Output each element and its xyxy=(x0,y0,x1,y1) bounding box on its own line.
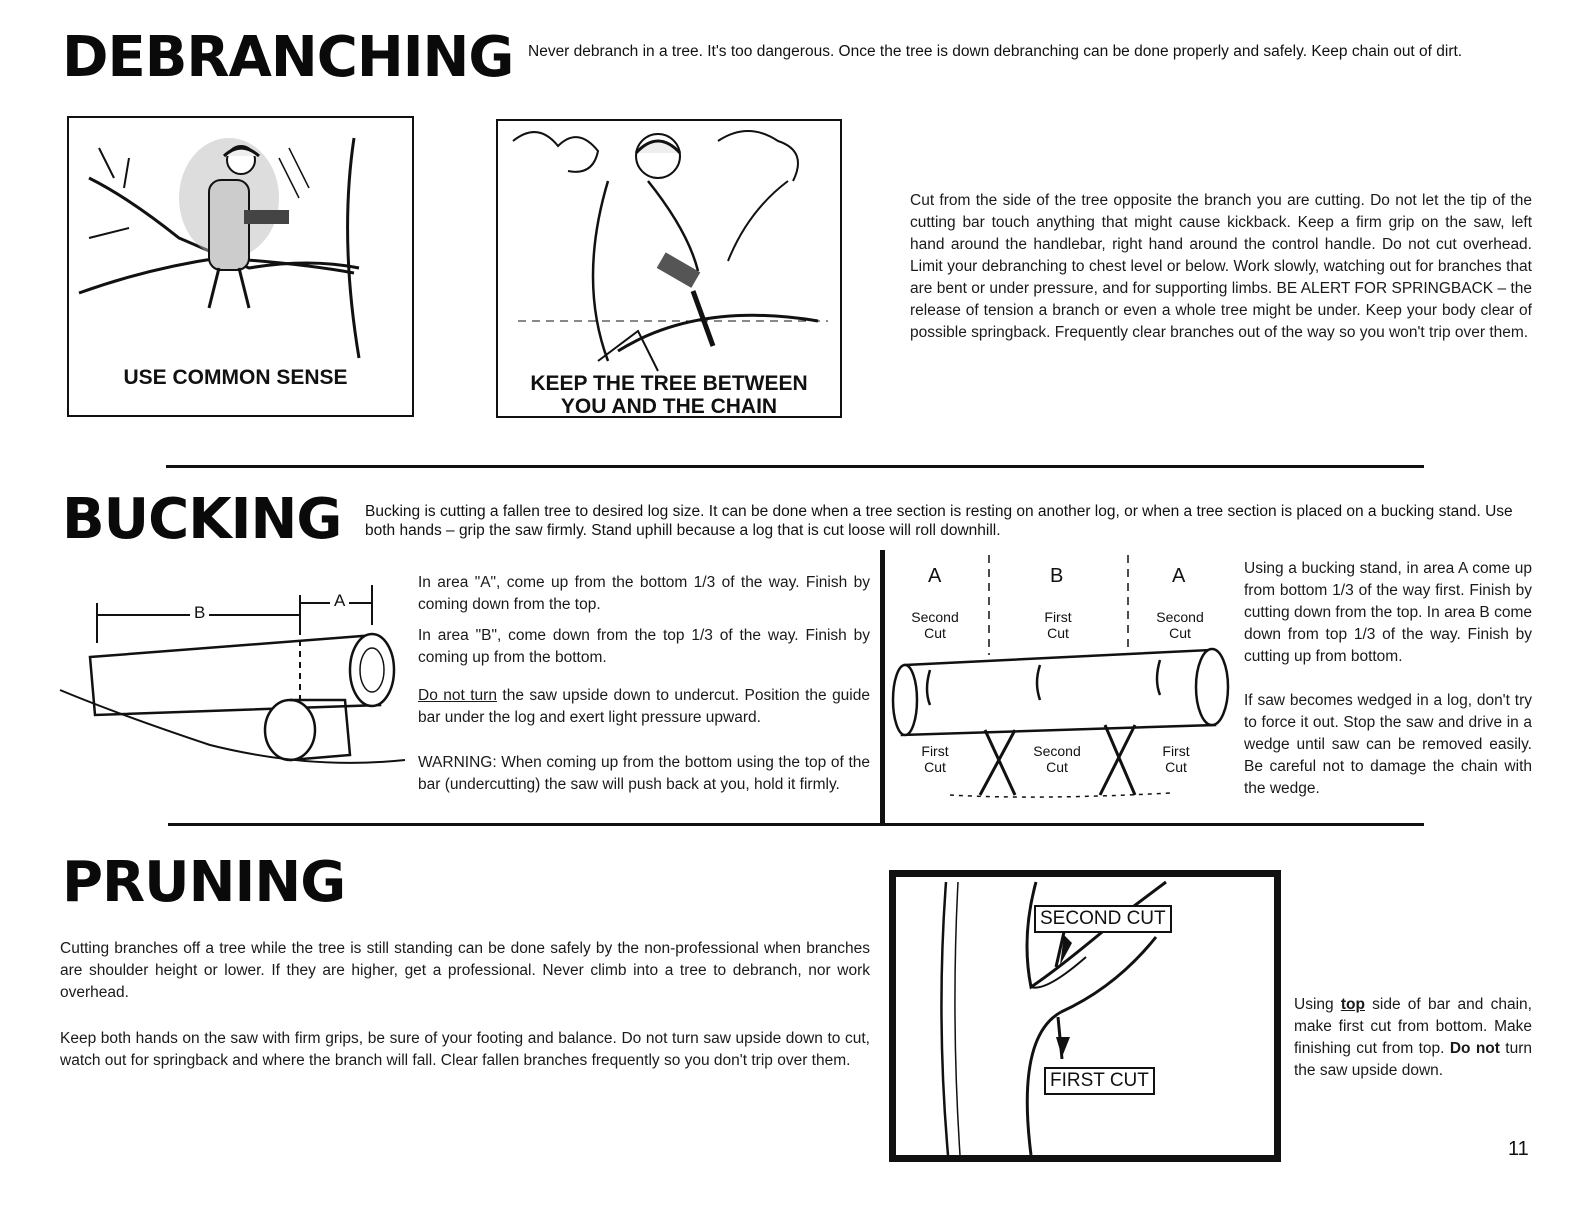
do-not-turn-rest: the saw upside down to undercut. Position the guide bar under the log and exert light pressure upward. xyxy=(418,687,870,726)
divider-bucking xyxy=(168,823,1424,826)
keep-tree-between-caption-line2: YOU AND THE CHAIN xyxy=(560,395,778,418)
bucking-vertical-divider xyxy=(880,550,885,826)
pruning-side-text xyxy=(1294,994,1532,1082)
bucking-area-a-text: In area "A", come up from the bottom 1/3 of the way. Finish by coming down from the top. xyxy=(418,574,870,613)
pruning-title: PRUNING xyxy=(62,850,346,915)
log-drawing xyxy=(60,575,405,785)
bucking-intro: Bucking is cutting a fallen tree to desired log size. It can be done when a tree section is resting on another log, or when a tree section is placed on a bucking stand. Use both hands – grip the saw firmly. Stand uphill because a log that is cut loose will roll downhill. xyxy=(365,503,1513,539)
stand-top-label-mid: First Cut xyxy=(1044,609,1072,641)
stand-bottom-label-right: First Cut xyxy=(1162,743,1190,775)
pruning-para-1: Cutting branches off a tree while the tree is still standing can be done safely by the non-professional when branches are shoulder height or lower. If they are higher, get a professional. Never climb into a tree to debranch, nor work overhead. xyxy=(60,940,870,1001)
stand-bottom-label-left: First Cut xyxy=(921,743,949,775)
pruning-side-text-1: Using xyxy=(1294,996,1341,1013)
debranching-body: Cut from the side of the tree opposite the branch you are cutting. Do not let the tip of the cutting bar touch anything that might cause kickback. Keep a firm grip on the saw, left hand around the handlebar, right hand around the control handle. Do not cut overhead. Limit your debranching to chest level or below. Work slowly, watching out for branches that are bent or under pressure, and for supporting limbs. BE ALERT FOR SPRINGBACK – the release of tension a branch or even a whole tree might be under. Keep your body clear of possible springback. Frequently clear branches out of the way so you won't trip over them. xyxy=(910,192,1532,341)
bucking-stand-drawing xyxy=(890,555,1235,825)
keep-tree-between-caption xyxy=(498,372,840,418)
bucking-stand-text: Using a bucking stand, in area A come up from bottom 1/3 of the way first. Finish by cutting down from the top. In area B come down from top 1/3 of the way. Finish by cutting up from bottom. xyxy=(1244,560,1532,665)
bucking-do-not-turn-text xyxy=(418,685,870,729)
pruning-side-text-top: top xyxy=(1340,996,1365,1013)
do-not-turn-emphasis: Do not turn xyxy=(418,687,497,704)
second-cut-label: SECOND CUT xyxy=(1034,905,1172,933)
stand-top-label-right: Second Cut xyxy=(1156,609,1204,641)
bucking-warning-text xyxy=(418,752,870,796)
stand-letter-b: B xyxy=(1050,565,1064,587)
stand-top-label-left: Second Cut xyxy=(911,609,959,641)
use-common-sense-illustration xyxy=(67,116,414,417)
bucking-title: BUCKING xyxy=(62,487,342,552)
stand-bottom-label-mid: Second Cut xyxy=(1033,743,1081,775)
pruning-cut-diagram xyxy=(889,870,1281,1162)
bucking-wedged-text: If saw becomes wedged in a log, don't try to force it out. Stop the saw and drive in a wedge until saw can be removed easily. Be careful not to damage the chain with the wedge. xyxy=(1244,692,1532,797)
debranching-title: DEBRANCHING xyxy=(62,25,514,90)
divider-debranching xyxy=(166,465,1424,468)
debranching-intro: Never debranch in a tree. It's too dangerous. Once the tree is down debranching can be done properly and safely. Keep chain out of dirt. xyxy=(528,43,1463,60)
pruning-side-text-bold: Do not xyxy=(1449,1040,1500,1057)
pruning-side-text-3: turn the saw upside down. xyxy=(1294,1040,1532,1079)
log-label-a: A xyxy=(330,591,349,611)
keep-tree-between-caption-line1: KEEP THE TREE BETWEEN xyxy=(530,372,808,395)
pruning-para-2: Keep both hands on the saw with firm grips, be sure of your footing and balance. Do not turn saw upside down to cut, watch out for springback and where the branch will fall. Clear fallen branches frequently so you don't trip over them. xyxy=(60,1030,870,1069)
warning-label: WARNING: xyxy=(418,754,497,771)
pruning-side-text-2: side of bar and chain, make first cut from bottom. Make finishing cut from top. xyxy=(1294,996,1532,1057)
page-number: 11 xyxy=(1508,1138,1529,1160)
use-common-sense-caption: USE COMMON SENSE xyxy=(123,366,348,389)
bucking-stand-diagram xyxy=(890,555,1235,825)
warning-rest: When coming up from the bottom using the top of the bar (undercutting) the saw will push back at you, hold it firmly. xyxy=(418,754,870,793)
keep-tree-between-illustration xyxy=(496,119,842,418)
log-label-b: B xyxy=(190,603,209,623)
first-cut-label: FIRST CUT xyxy=(1044,1067,1155,1095)
bucking-area-b-text: In area "B", come down from the top 1/3 of the way. Finish by coming up from the bottom. xyxy=(418,627,870,666)
stand-letter-a-left: A xyxy=(928,565,942,587)
stand-letter-a-right: A xyxy=(1172,565,1186,587)
log-on-log-diagram xyxy=(60,575,405,785)
